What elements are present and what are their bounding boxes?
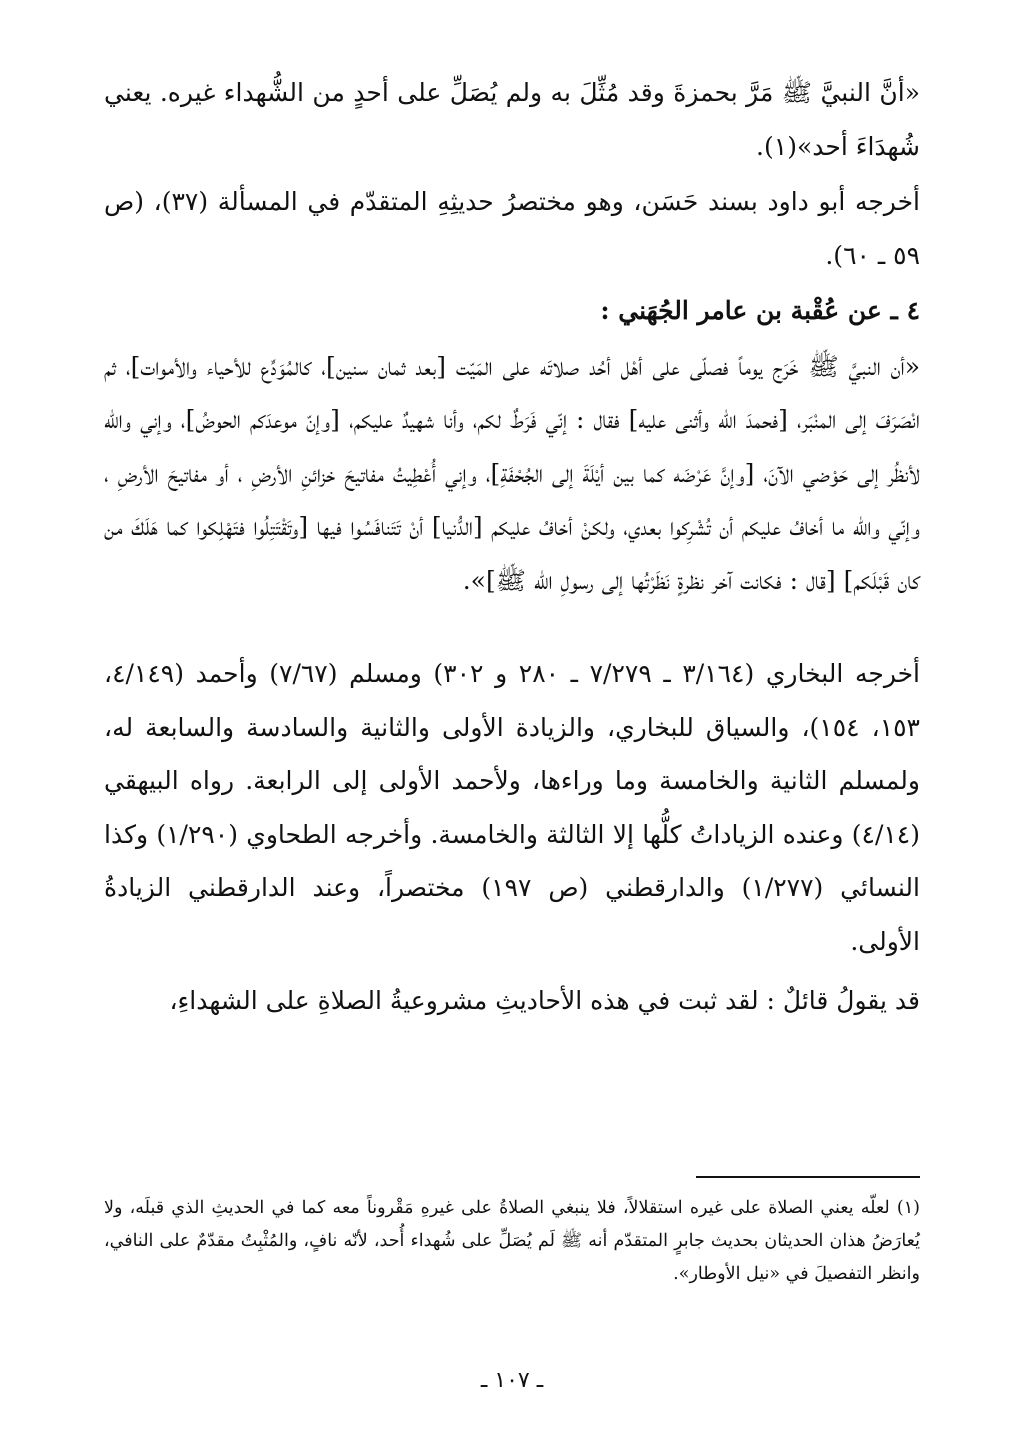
hadith-uqba-text: «أن النبيَّ ﷺ خَرَج يوماً فصلّى على أهْل أحُد صلاتَه على المَيّت [بعد ثمان سنين]، كالمُوَدِّع للأحياء والأموات]، ثم انْصَرَفَ إلى المنْبَر، [فحمدَ الله وأثنى عليه] فقال : إنّي فَرَطٌ لكم، وأنا شهيدٌ عليكم، [وإنّ موعدَكم الحوضُ]، وإني والله لأنظُر إلى حَوْضي الآنَ، [وإنَّ عَرْضَه كما بين أيْلَةَ إلى الجُحْفَةِ]، وإني أُعْطِيتُ مفاتيحَ خزائنِ الأرضِ ، أو مفاتيحَ الأرضِ ، وإنّي والله ما أخافُ عليكم أن تُشْرِكوا بعدي، ولكنْ أخافُ عليكم [الدُّنيا] أنْ تَتَنافَسُوا فيها [وتَقْتَتِلُوا فتَهْلِكوا كما هَلَكَ من كان قَبْلَكم] [قال : فكانت آخر نظرةٍ نَظَرْتُها إلى رسولِ الله ﷺ]». [104, 351, 920, 595]
footnote-divider [696, 1176, 920, 1178]
takhrij-bukhari: أخرجه البخاري (٣/١٦٤ ـ ٧/٢٧٩ ـ ٢٨٠ و ٣٠٢) ومسلم (٧/٦٧) وأحمد (٤/١٤٩، ١٥٣، ١٥٤)، والسياق للبخاري، والزيادة الأولى والثانية والسادسة والسابعة له، ولمسلم الثانية والخامسة وما وراءها، ولأحمد الأولى إلى الرابعة. رواه البيهقي (٤/١٤) وعنده الزياداتُ كلُّها إلا الثالثة والخامسة. وأخرجه الطحاوي (١/٢٩٠) وكذا النسائي (١/٢٧٧) والدارقطني (ص ١٩٧) مختصراً، وعند الدارقطني الزيادةُ الأولى. [104, 659, 921, 956]
page-number: ـ ١٠٧ ـ [480, 1368, 544, 1393]
takhrij-abu-dawud: أخرجه أبو داود بسند حَسَن، وهو مختصرُ حديثِهِ المتقدّم في المسألة (٣٧)، (ص ٥٩ ـ ٦٠). [104, 187, 921, 270]
book-page [104, 66, 920, 1406]
discussion-paragraph: قد يقولُ قائلٌ : لقد ثبت في هذه الأحاديثِ مشروعيةُ الصلاةِ على الشهداءِ، [169, 986, 920, 1015]
section-heading-uqba: ٤ ـ عن عُقْبة بن عامر الجُهَني : [600, 296, 920, 325]
hadith-hamza-text: «أنَّ النبيَّ ﷺ مَرَّ بحمزةَ وقد مُثِّلَ به ولم يُصَلِّ على أحدٍ من الشُّهداء غيره. يعني شُهدَاءَ أحد»(١). [104, 78, 920, 161]
footnote-1: (١) لعلّه يعني الصلاة على غيره استقلالاً، فلا ينبغي الصلاةُ على غيرهِ مَقْروناً معه كما في الحديثِ الذي قبلَه، ولا يُعارَضُ هذان الحديثان بحديث جابرٍ المتقدّم أنه ﷺ لَم يُصَلِّ على شُهداء أُحد، لأنّه نافٍ، والمُثْبِتُ مقدّمٌ على النافي، وانظر التفصيلَ في «نيل الأوطار». [104, 1198, 920, 1284]
